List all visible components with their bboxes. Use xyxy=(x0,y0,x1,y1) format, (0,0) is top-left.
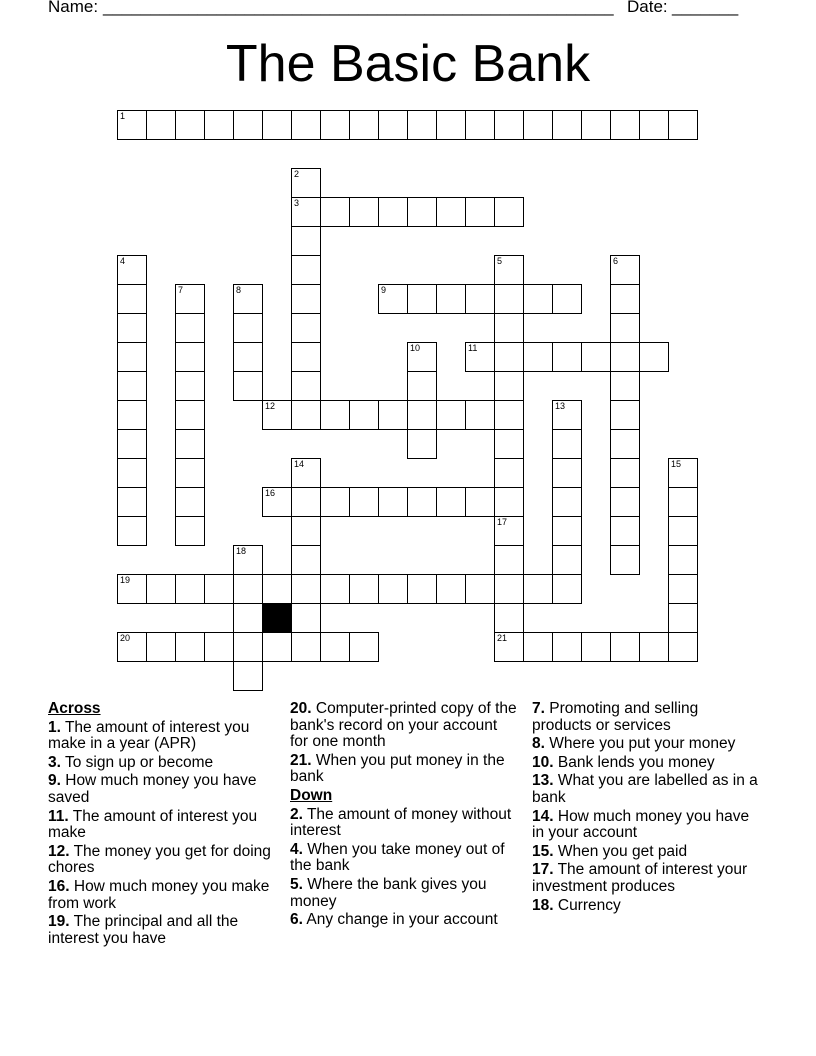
clue-number: 15 xyxy=(671,459,682,469)
across-clue xyxy=(48,773,276,806)
clue-number-label: 4. xyxy=(290,840,303,858)
grid-cell[interactable] xyxy=(117,342,147,372)
grid-cell[interactable] xyxy=(610,487,640,517)
down-clue xyxy=(290,807,518,840)
clue-text: Any change in your account xyxy=(302,911,498,929)
grid-cell[interactable] xyxy=(494,487,524,517)
grid-cell[interactable] xyxy=(117,458,147,488)
grid-cell[interactable] xyxy=(552,487,582,517)
grid-cell[interactable] xyxy=(378,284,408,314)
grid-cell[interactable] xyxy=(146,110,176,140)
grid-cell[interactable] xyxy=(117,284,147,314)
grid-cell[interactable] xyxy=(494,342,524,372)
clue-text: The principal and all the interest you have xyxy=(48,913,239,947)
grid-cell[interactable] xyxy=(436,197,466,227)
grid-cell[interactable] xyxy=(233,545,263,575)
grid-cell[interactable] xyxy=(175,400,205,430)
grid-cell[interactable] xyxy=(291,110,321,140)
grid-cell[interactable] xyxy=(378,400,408,430)
clue-number: 2 xyxy=(294,169,300,179)
clue-number: 19 xyxy=(120,575,131,585)
grid-cell[interactable] xyxy=(320,574,350,604)
grid-cell[interactable] xyxy=(639,342,669,372)
grid-cell[interactable] xyxy=(233,661,263,691)
grid-cell[interactable] xyxy=(523,632,553,662)
grid-cell[interactable] xyxy=(146,632,176,662)
grid-cell[interactable] xyxy=(407,487,437,517)
grid-cell[interactable] xyxy=(552,574,582,604)
grid-cell[interactable] xyxy=(552,545,582,575)
clue-text: When you get paid xyxy=(553,842,688,860)
grid-cell[interactable] xyxy=(117,255,147,285)
grid-cell[interactable] xyxy=(668,545,698,575)
grid-cell[interactable] xyxy=(494,603,524,633)
grid-cell[interactable] xyxy=(407,574,437,604)
grid-cell[interactable] xyxy=(320,197,350,227)
grid-cell[interactable] xyxy=(610,429,640,459)
grid-cell[interactable] xyxy=(668,603,698,633)
clue-number: 3 xyxy=(294,198,300,208)
grid-cell[interactable] xyxy=(378,487,408,517)
grid-cell[interactable] xyxy=(175,313,205,343)
grid-cell[interactable] xyxy=(407,400,437,430)
grid-cell[interactable] xyxy=(175,110,205,140)
grid-cell[interactable] xyxy=(378,110,408,140)
grid-cell[interactable] xyxy=(175,458,205,488)
clue-number-label: 14. xyxy=(532,807,554,825)
grid-cell[interactable] xyxy=(494,255,524,285)
clue-number: 4 xyxy=(120,256,126,266)
grid-cell[interactable] xyxy=(262,487,292,517)
grid-cell[interactable] xyxy=(494,632,524,662)
grid-cell[interactable] xyxy=(494,313,524,343)
grid-cell[interactable] xyxy=(436,487,466,517)
grid-cell[interactable] xyxy=(610,458,640,488)
clue-text: Currency xyxy=(553,896,621,914)
clue-text: The amount of money without interest xyxy=(290,805,512,840)
down-clue xyxy=(532,809,762,842)
grid-cell[interactable] xyxy=(233,342,263,372)
grid-cell[interactable] xyxy=(349,110,379,140)
clue-text: The money you get for doing chores xyxy=(48,842,271,877)
grid-cell[interactable] xyxy=(581,632,611,662)
grid-cell[interactable] xyxy=(117,110,147,140)
grid-cell[interactable] xyxy=(610,516,640,546)
across-clue xyxy=(290,701,518,751)
clue-text: Bank lends you money xyxy=(553,753,715,771)
grid-cell[interactable] xyxy=(291,516,321,546)
name-label: Name: xyxy=(48,0,99,16)
clue-number: 20 xyxy=(120,633,131,643)
grid-cell[interactable] xyxy=(320,110,350,140)
grid-cell[interactable] xyxy=(436,574,466,604)
clue-text: The amount of interest your investment produces xyxy=(532,861,748,895)
grid-cell[interactable] xyxy=(291,284,321,314)
grid-cell[interactable] xyxy=(523,110,553,140)
clue-number-label: 18. xyxy=(532,896,554,914)
grid-cell[interactable] xyxy=(349,400,379,430)
grid-cell[interactable] xyxy=(262,110,292,140)
clue-text: What you are labelled as in a bank xyxy=(532,772,758,806)
grid-cell[interactable] xyxy=(291,545,321,575)
down-clue xyxy=(532,898,762,915)
clue-number: 10 xyxy=(410,343,421,353)
grid-cell[interactable] xyxy=(407,284,437,314)
grid-cell[interactable] xyxy=(465,342,495,372)
grid-cell[interactable] xyxy=(117,371,147,401)
grid-cell[interactable] xyxy=(175,632,205,662)
grid-cell[interactable] xyxy=(320,487,350,517)
down-clue xyxy=(532,773,762,806)
down-clue xyxy=(290,842,518,875)
grid-cell[interactable] xyxy=(668,516,698,546)
clue-column-2 xyxy=(290,701,518,931)
clue-column-3 xyxy=(532,701,762,916)
grid-cell[interactable] xyxy=(610,342,640,372)
grid-cell[interactable] xyxy=(552,400,582,430)
clue-number: 9 xyxy=(381,285,387,295)
across-clue xyxy=(48,809,276,842)
clue-number-label: 12. xyxy=(48,842,70,860)
clue-number-label: 2. xyxy=(290,805,303,823)
clue-text: The amount of interest you make xyxy=(48,807,258,842)
clue-text: Where you put your money xyxy=(544,735,736,753)
clue-number-label: 19. xyxy=(48,913,70,931)
grid-cell[interactable] xyxy=(552,342,582,372)
grid-cell[interactable] xyxy=(291,197,321,227)
down-clue xyxy=(290,912,518,929)
grid-cell[interactable] xyxy=(610,255,640,285)
grid-cell[interactable] xyxy=(204,632,234,662)
clue-number-label: 6. xyxy=(290,911,303,929)
grid-cell[interactable] xyxy=(175,574,205,604)
grid-cell[interactable] xyxy=(523,574,553,604)
clue-number-label: 7. xyxy=(532,700,545,717)
grid-cell[interactable] xyxy=(552,458,582,488)
grid-cell[interactable] xyxy=(117,632,147,662)
down-heading: Down xyxy=(290,786,333,804)
grid-cell[interactable] xyxy=(262,400,292,430)
grid-cell[interactable] xyxy=(117,429,147,459)
grid-cell[interactable] xyxy=(523,284,553,314)
down-clue xyxy=(532,736,762,753)
grid-cell[interactable] xyxy=(349,632,379,662)
clue-number-label: 11. xyxy=(48,807,69,825)
grid-cell[interactable] xyxy=(117,400,147,430)
grid-cell[interactable] xyxy=(175,284,205,314)
grid-cell[interactable] xyxy=(233,632,263,662)
grid-cell[interactable] xyxy=(204,574,234,604)
clue-column-1 xyxy=(48,701,276,949)
date-field[interactable]: _______ xyxy=(672,0,739,16)
across-clue xyxy=(48,879,276,912)
grid-cell[interactable] xyxy=(262,574,292,604)
across-clue xyxy=(290,753,518,786)
black-square xyxy=(262,603,292,633)
clue-number: 16 xyxy=(265,488,276,498)
across-clue xyxy=(48,914,276,947)
grid-cell[interactable] xyxy=(117,574,147,604)
grid-cell[interactable] xyxy=(494,400,524,430)
grid-cell[interactable] xyxy=(349,487,379,517)
grid-cell[interactable] xyxy=(175,342,205,372)
clue-list-down xyxy=(290,807,518,929)
clue-number: 17 xyxy=(497,517,508,527)
clue-number-label: 17. xyxy=(532,861,554,879)
grid-cell[interactable] xyxy=(610,371,640,401)
clue-number-label: 8. xyxy=(532,735,545,753)
grid-cell[interactable] xyxy=(407,342,437,372)
grid-cell[interactable] xyxy=(610,400,640,430)
across-heading: Across xyxy=(48,700,101,717)
grid-cell[interactable] xyxy=(291,255,321,285)
grid-cell[interactable] xyxy=(378,574,408,604)
clue-number-label: 13. xyxy=(532,772,554,790)
grid-cell[interactable] xyxy=(233,603,263,633)
grid-cell[interactable] xyxy=(639,632,669,662)
clue-number: 8 xyxy=(236,285,242,295)
clue-text: When you put money in the bank xyxy=(290,751,505,786)
grid-cell[interactable] xyxy=(610,110,640,140)
grid-cell[interactable] xyxy=(378,197,408,227)
across-clue xyxy=(48,755,276,772)
grid-cell[interactable] xyxy=(233,574,263,604)
clue-list-across-continued xyxy=(290,701,518,786)
grid-cell[interactable] xyxy=(291,603,321,633)
grid-cell[interactable] xyxy=(494,197,524,227)
grid-cell[interactable] xyxy=(320,632,350,662)
grid-cell[interactable] xyxy=(204,110,234,140)
clue-number-label: 1. xyxy=(48,718,61,736)
grid-cell[interactable] xyxy=(291,313,321,343)
grid-cell[interactable] xyxy=(668,632,698,662)
grid-cell[interactable] xyxy=(436,284,466,314)
name-field[interactable]: ______________________________________________________ xyxy=(103,0,614,16)
across-clue xyxy=(48,720,276,753)
grid-cell[interactable] xyxy=(552,429,582,459)
grid-cell[interactable] xyxy=(117,516,147,546)
grid-cell[interactable] xyxy=(291,400,321,430)
clue-number-label: 5. xyxy=(290,875,303,893)
grid-cell[interactable] xyxy=(320,400,350,430)
grid-cell[interactable] xyxy=(552,632,582,662)
grid-cell[interactable] xyxy=(465,284,495,314)
grid-cell[interactable] xyxy=(233,371,263,401)
grid-cell[interactable] xyxy=(175,516,205,546)
grid-cell[interactable] xyxy=(407,429,437,459)
grid-cell[interactable] xyxy=(494,284,524,314)
grid-cell[interactable] xyxy=(349,197,379,227)
clue-text: Computer-printed copy of the bank's record on your account for one month xyxy=(290,700,517,751)
clue-number: 5 xyxy=(497,256,503,266)
down-clue xyxy=(532,755,762,772)
grid-cell[interactable] xyxy=(291,487,321,517)
clue-text: When you take money out of the bank xyxy=(290,840,505,875)
grid-cell[interactable] xyxy=(291,226,321,256)
grid-cell[interactable] xyxy=(610,284,640,314)
grid-cell[interactable] xyxy=(175,371,205,401)
across-clue xyxy=(48,844,276,877)
grid-cell[interactable] xyxy=(407,197,437,227)
grid-cell[interactable] xyxy=(668,574,698,604)
clue-number-label: 21. xyxy=(290,751,312,769)
grid-cell[interactable] xyxy=(233,110,263,140)
clue-text: Where the bank gives you money xyxy=(290,875,487,910)
grid-cell[interactable] xyxy=(465,400,495,430)
down-clue xyxy=(532,701,762,734)
grid-cell[interactable] xyxy=(233,284,263,314)
grid-cell[interactable] xyxy=(610,313,640,343)
down-clue xyxy=(290,877,518,910)
grid-cell[interactable] xyxy=(291,168,321,198)
grid-cell[interactable] xyxy=(552,516,582,546)
grid-cell[interactable] xyxy=(407,371,437,401)
grid-cell[interactable] xyxy=(349,574,379,604)
clue-number: 11 xyxy=(468,343,478,353)
grid-cell[interactable] xyxy=(291,574,321,604)
clue-text: How much money you have in your account xyxy=(532,807,750,842)
grid-cell[interactable] xyxy=(494,545,524,575)
clue-number: 14 xyxy=(294,459,305,469)
grid-cell[interactable] xyxy=(494,429,524,459)
grid-cell[interactable] xyxy=(117,487,147,517)
grid-cell[interactable] xyxy=(291,458,321,488)
grid-cell[interactable] xyxy=(262,632,292,662)
grid-cell[interactable] xyxy=(639,110,669,140)
clue-text: How much money you have saved xyxy=(48,772,257,806)
grid-cell[interactable] xyxy=(291,632,321,662)
grid-cell[interactable] xyxy=(552,110,582,140)
grid-cell[interactable] xyxy=(175,429,205,459)
grid-cell[interactable] xyxy=(668,487,698,517)
grid-cell[interactable] xyxy=(233,313,263,343)
grid-cell[interactable] xyxy=(610,545,640,575)
grid-cell[interactable] xyxy=(465,574,495,604)
grid-cell[interactable] xyxy=(494,371,524,401)
grid-cell[interactable] xyxy=(465,110,495,140)
grid-cell[interactable] xyxy=(494,110,524,140)
clue-number-label: 15. xyxy=(532,842,554,860)
clue-number: 7 xyxy=(178,285,184,295)
clue-number-label: 3. xyxy=(48,753,61,771)
clue-number-label: 20. xyxy=(290,700,312,717)
clue-number-label: 9. xyxy=(48,772,61,790)
grid-cell[interactable] xyxy=(291,342,321,372)
grid-cell[interactable] xyxy=(465,487,495,517)
clue-text: The amount of interest you make in a year (APR) xyxy=(48,718,250,753)
clue-number: 1 xyxy=(120,111,126,121)
grid-cell[interactable] xyxy=(117,313,147,343)
page-title: The Basic Bank xyxy=(225,35,591,93)
grid-cell[interactable] xyxy=(407,110,437,140)
grid-cell[interactable] xyxy=(552,284,582,314)
grid-cell[interactable] xyxy=(610,632,640,662)
grid-cell[interactable] xyxy=(146,574,176,604)
grid-cell[interactable] xyxy=(494,574,524,604)
grid-cell[interactable] xyxy=(436,400,466,430)
grid-cell[interactable] xyxy=(668,110,698,140)
clue-text: How much money you make from work xyxy=(48,877,270,912)
grid-cell[interactable] xyxy=(581,110,611,140)
grid-cell[interactable] xyxy=(436,110,466,140)
grid-cell[interactable] xyxy=(465,197,495,227)
clue-number: 13 xyxy=(555,401,566,411)
down-clue xyxy=(532,862,762,895)
grid-cell[interactable] xyxy=(523,342,553,372)
clue-number: 6 xyxy=(613,256,619,266)
clue-number-label: 16. xyxy=(48,877,70,895)
grid-cell[interactable] xyxy=(668,458,698,488)
clue-number: 21 xyxy=(497,633,508,643)
grid-cell[interactable] xyxy=(494,516,524,546)
grid-cell[interactable] xyxy=(581,342,611,372)
grid-cell[interactable] xyxy=(494,458,524,488)
grid-cell[interactable] xyxy=(175,487,205,517)
clue-number: 12 xyxy=(265,401,276,411)
name-date-header xyxy=(48,0,748,18)
date-label: Date: xyxy=(627,0,668,16)
down-clue xyxy=(532,844,762,861)
clue-text: To sign up or become xyxy=(60,753,214,771)
clue-number: 18 xyxy=(236,546,247,556)
clue-number-label: 10. xyxy=(532,753,554,771)
clue-text: Promoting and selling products or services xyxy=(532,700,699,734)
grid-cell[interactable] xyxy=(291,371,321,401)
